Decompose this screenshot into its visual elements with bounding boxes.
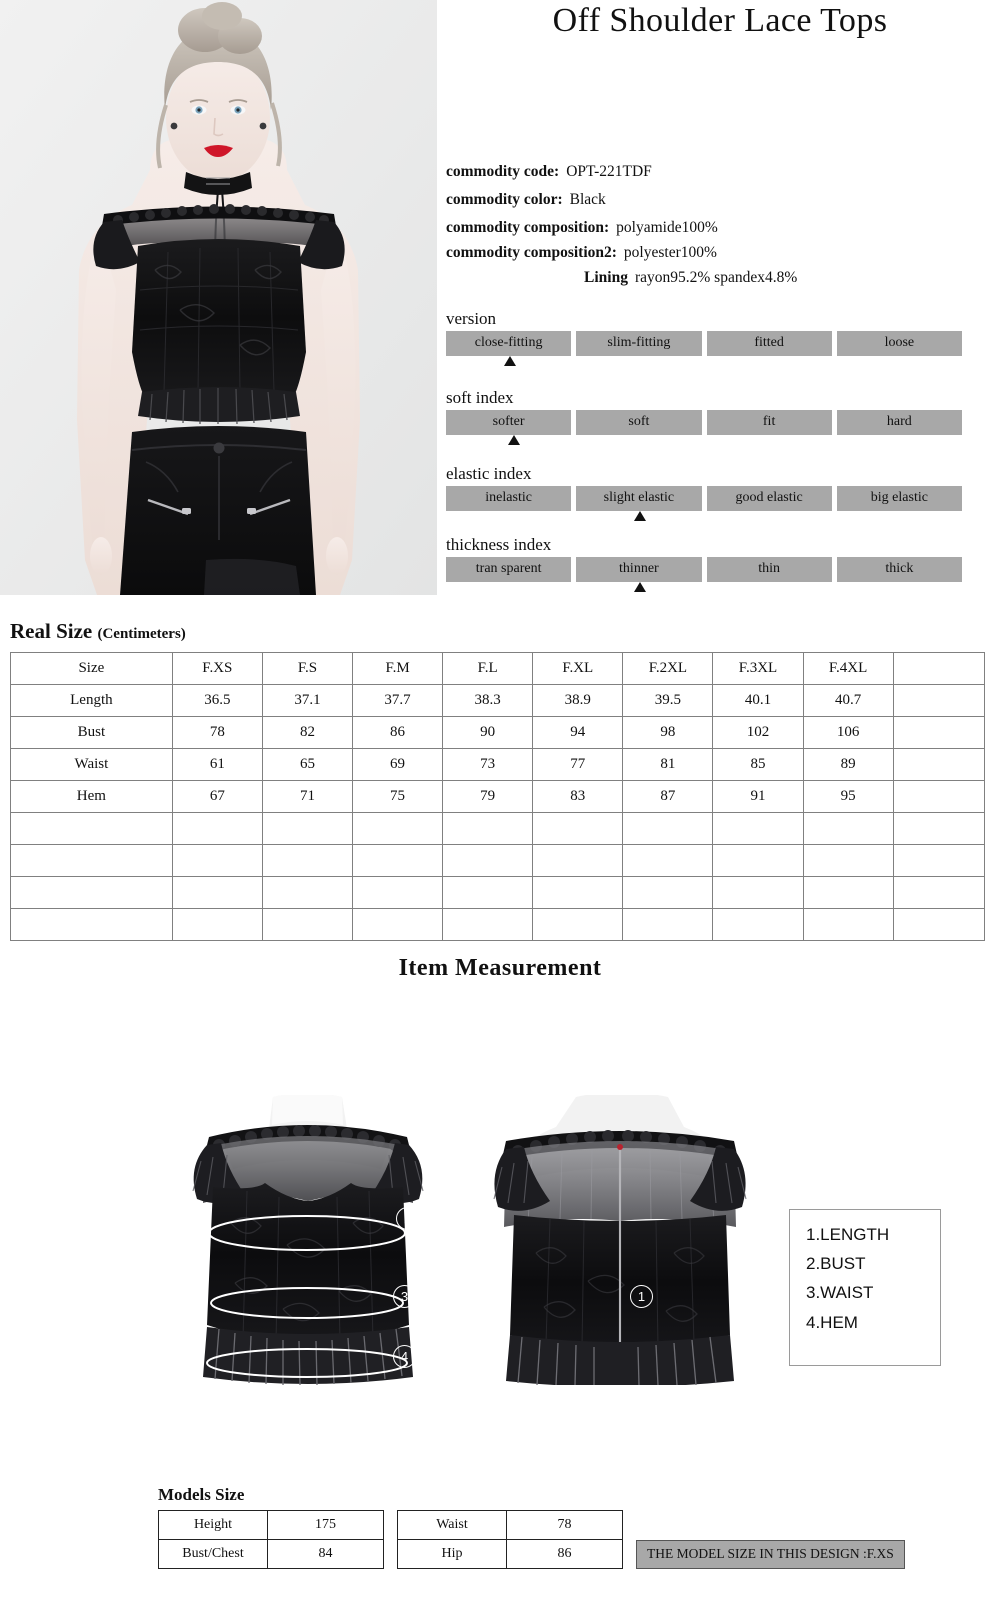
spec-value: polyester100% — [623, 244, 717, 261]
table-row — [398, 1511, 623, 1540]
page-title: Off Shoulder Lace Tops — [552, 2, 888, 39]
cell: 85 — [713, 749, 803, 781]
cell — [893, 685, 984, 717]
table-row-empty — [11, 845, 985, 877]
spec-list — [446, 163, 986, 289]
table-row — [159, 1540, 384, 1569]
cell — [443, 909, 533, 941]
index-selected-marker-row — [446, 356, 962, 369]
index-selected-marker-row — [446, 582, 962, 595]
garment-front-svg — [175, 1095, 440, 1385]
index-selected-marker-row — [446, 511, 962, 524]
spec-value: polyamide100% — [616, 219, 718, 236]
selection-arrow-icon — [634, 511, 646, 521]
cell — [443, 877, 533, 909]
lining-key: Lining — [584, 269, 628, 286]
cell: 61 — [172, 749, 262, 781]
row-label: Length — [11, 685, 173, 717]
index-group-version — [446, 310, 986, 369]
garment-back-illustration — [488, 1095, 753, 1385]
cell — [353, 845, 443, 877]
table-row — [11, 781, 985, 813]
cell: 90 — [443, 717, 533, 749]
index-option-2[interactable]: thin — [707, 557, 832, 582]
column-header-size: Size — [11, 653, 173, 685]
cell — [623, 845, 713, 877]
garment-back-svg — [488, 1095, 753, 1385]
cell: 38.9 — [533, 685, 623, 717]
index-option-3[interactable]: big elastic — [837, 486, 962, 511]
cell: 79 — [443, 781, 533, 813]
index-group-thickness — [446, 536, 986, 595]
spec-value: Black — [569, 191, 606, 208]
row-label — [11, 909, 173, 941]
spec-row-commodity-color — [446, 191, 986, 209]
column-header-fxs: F.XS — [172, 653, 262, 685]
real-size-title: Real Size — [10, 619, 93, 643]
row-label: Waist — [11, 749, 173, 781]
spec-key: commodity color: — [446, 191, 563, 208]
cell — [262, 845, 352, 877]
column-header-fm: F.M — [353, 653, 443, 685]
cell: 40.1 — [713, 685, 803, 717]
index-bar — [446, 557, 962, 582]
index-option-2[interactable]: good elastic — [707, 486, 832, 511]
cell — [893, 877, 984, 909]
table-row-empty — [11, 909, 985, 941]
garment-front-illustration — [175, 1095, 440, 1385]
selection-arrow-icon — [634, 582, 646, 592]
models-value-hip: 86 — [507, 1540, 623, 1569]
cell — [262, 909, 352, 941]
index-option-0[interactable]: inelastic — [446, 486, 571, 511]
cell — [893, 909, 984, 941]
models-value-bust-chest: 84 — [268, 1540, 384, 1569]
index-option-1[interactable]: slim-fitting — [576, 331, 701, 356]
index-bar — [446, 410, 962, 435]
column-header-f2xl: F.2XL — [623, 653, 713, 685]
index-bar — [446, 331, 962, 356]
cell: 94 — [533, 717, 623, 749]
cell — [713, 877, 803, 909]
index-bar — [446, 486, 962, 511]
spec-row-lining — [584, 269, 986, 287]
legend-item-waist: 3.WAIST — [806, 1283, 874, 1303]
index-label: soft index — [446, 388, 514, 407]
cell: 81 — [623, 749, 713, 781]
model-size-note: THE MODEL SIZE IN THIS DESIGN :F.XS — [636, 1540, 905, 1569]
model-photo-illustration — [0, 0, 437, 595]
cell: 87 — [623, 781, 713, 813]
legend-item-length: 1.LENGTH — [806, 1225, 890, 1244]
item-measurement-heading: Item Measurement — [398, 955, 602, 981]
column-header-f3xl: F.3XL — [713, 653, 803, 685]
table-row-empty — [11, 877, 985, 909]
cell — [713, 909, 803, 941]
real-size-heading — [10, 619, 186, 644]
cell: 37.7 — [353, 685, 443, 717]
callout-hem: 4 — [393, 1345, 416, 1368]
index-group-soft — [446, 389, 986, 448]
table-header-row — [11, 653, 985, 685]
cell: 73 — [443, 749, 533, 781]
cell: 91 — [713, 781, 803, 813]
column-header-fs: F.S — [262, 653, 352, 685]
table-row — [11, 717, 985, 749]
index-group-elastic — [446, 465, 986, 524]
models-key-waist: Waist — [398, 1511, 507, 1540]
cell — [533, 813, 623, 845]
index-label: elastic index — [446, 464, 532, 483]
callout-length: 1 — [630, 1285, 653, 1308]
row-label: Hem — [11, 781, 173, 813]
spec-key: commodity composition: — [446, 219, 610, 236]
index-option-2[interactable]: fit — [707, 410, 832, 435]
row-label — [11, 845, 173, 877]
spec-row-commodity-code — [446, 163, 986, 181]
spec-row-commodity-composition2 — [446, 244, 986, 262]
cell — [893, 749, 984, 781]
models-size-table-left — [158, 1510, 384, 1569]
index-option-3[interactable]: loose — [837, 331, 962, 356]
measurement-legend — [789, 1209, 941, 1366]
selection-arrow-icon — [508, 435, 520, 445]
cell — [713, 813, 803, 845]
cell — [353, 813, 443, 845]
cell: 40.7 — [803, 685, 893, 717]
index-option-0[interactable]: tran sparent — [446, 557, 571, 582]
lining-value: rayon95.2% spandex4.8% — [634, 269, 798, 286]
cell: 71 — [262, 781, 352, 813]
cell: 89 — [803, 749, 893, 781]
cell: 106 — [803, 717, 893, 749]
cell: 65 — [262, 749, 352, 781]
legend-item-hem: 4.HEM — [806, 1312, 858, 1332]
callout-waist: 3 — [393, 1285, 416, 1308]
models-key-bust-chest: Bust/Chest — [159, 1540, 268, 1569]
models-size-section — [158, 1510, 905, 1569]
cell — [893, 813, 984, 845]
cell: 39.5 — [623, 685, 713, 717]
cell — [172, 845, 262, 877]
cell: 37.1 — [262, 685, 352, 717]
cell: 95 — [803, 781, 893, 813]
column-header-fl: F.L — [443, 653, 533, 685]
model-photo — [0, 0, 437, 595]
size-chart-table — [10, 652, 985, 941]
selection-arrow-icon — [504, 356, 516, 366]
cell — [893, 845, 984, 877]
cell — [803, 909, 893, 941]
cell: 98 — [623, 717, 713, 749]
column-header-fxl: F.XL — [533, 653, 623, 685]
cell: 78 — [172, 717, 262, 749]
callout-bust: 2 — [396, 1207, 419, 1230]
row-label — [11, 813, 173, 845]
row-label — [11, 877, 173, 909]
index-label: version — [446, 309, 497, 328]
cell — [713, 845, 803, 877]
models-value-waist: 78 — [507, 1511, 623, 1540]
index-selected-marker-row — [446, 435, 962, 448]
table-row — [398, 1540, 623, 1569]
models-key-height: Height — [159, 1511, 268, 1540]
cell — [623, 877, 713, 909]
real-size-unit: (Centimeters) — [97, 626, 186, 642]
spec-row-commodity-composition — [446, 219, 986, 237]
index-option-3[interactable]: thick — [837, 557, 962, 582]
index-option-0[interactable]: close-fitting — [446, 331, 571, 356]
cell — [172, 877, 262, 909]
table-row — [11, 749, 985, 781]
cell: 82 — [262, 717, 352, 749]
index-label: thickness index — [446, 535, 552, 554]
index-option-2[interactable]: fitted — [707, 331, 832, 356]
table-row — [159, 1511, 384, 1540]
cell — [262, 877, 352, 909]
spec-key: commodity code: — [446, 163, 560, 180]
models-size-table-right — [397, 1510, 623, 1569]
cell: 75 — [353, 781, 443, 813]
cell — [533, 845, 623, 877]
cell — [803, 877, 893, 909]
cell — [172, 813, 262, 845]
spec-key: commodity composition2: — [446, 244, 617, 261]
models-key-hip: Hip — [398, 1540, 507, 1569]
row-label: Bust — [11, 717, 173, 749]
cell — [803, 813, 893, 845]
cell: 36.5 — [172, 685, 262, 717]
cell — [353, 877, 443, 909]
models-value-height: 175 — [268, 1511, 384, 1540]
cell — [533, 877, 623, 909]
cell — [893, 717, 984, 749]
cell — [353, 909, 443, 941]
cell — [262, 813, 352, 845]
index-option-1[interactable]: soft — [576, 410, 701, 435]
index-option-0[interactable]: softer — [446, 410, 571, 435]
cell: 83 — [533, 781, 623, 813]
index-option-1[interactable]: slight elastic — [576, 486, 701, 511]
index-option-1[interactable]: thinner — [576, 557, 701, 582]
column-header-blank — [893, 653, 984, 685]
cell: 38.3 — [443, 685, 533, 717]
cell: 86 — [353, 717, 443, 749]
cell — [803, 845, 893, 877]
table-row — [11, 685, 985, 717]
cell — [893, 781, 984, 813]
cell — [443, 845, 533, 877]
table-row-empty — [11, 813, 985, 845]
cell: 67 — [172, 781, 262, 813]
cell — [172, 909, 262, 941]
cell: 77 — [533, 749, 623, 781]
cell — [533, 909, 623, 941]
cell: 102 — [713, 717, 803, 749]
cell — [623, 909, 713, 941]
legend-item-bust: 2.BUST — [806, 1254, 866, 1274]
cell — [623, 813, 713, 845]
column-header-f4xl: F.4XL — [803, 653, 893, 685]
index-option-3[interactable]: hard — [837, 410, 962, 435]
spec-value: OPT-221TDF — [566, 163, 652, 180]
cell: 69 — [353, 749, 443, 781]
models-size-heading: Models Size — [158, 1485, 245, 1504]
cell — [443, 813, 533, 845]
